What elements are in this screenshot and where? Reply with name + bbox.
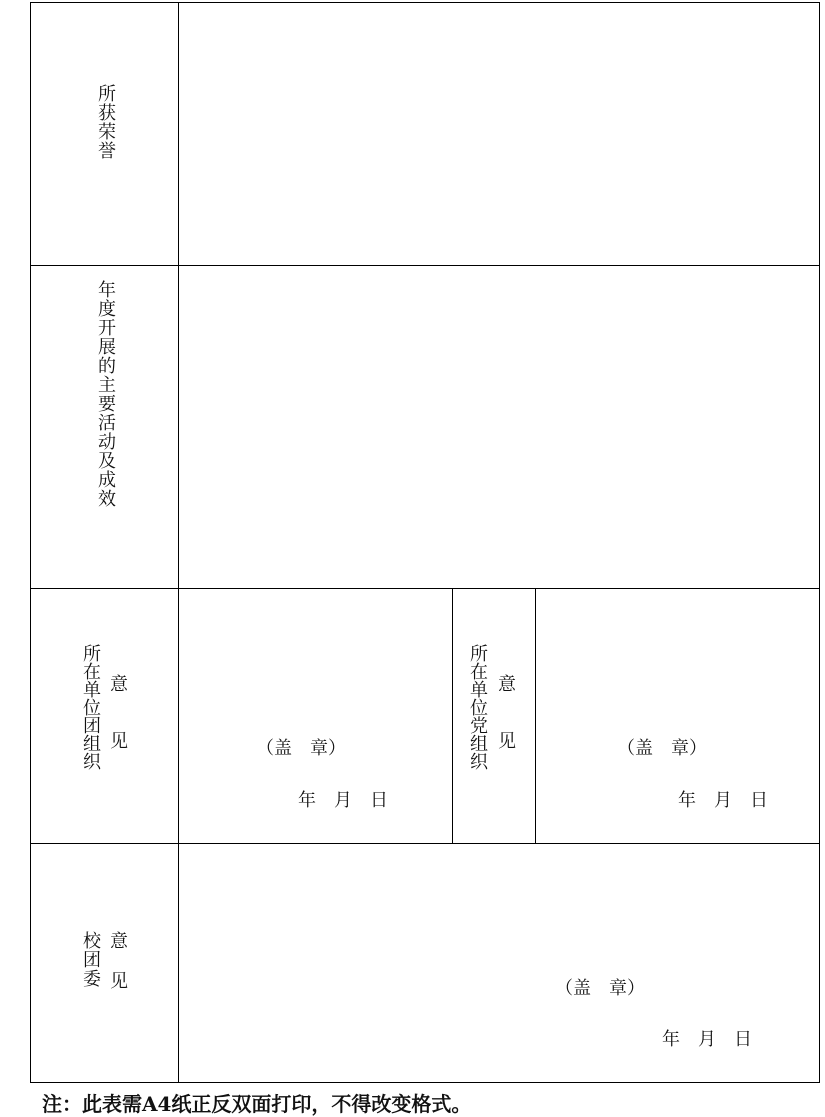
annual-activities-label: 年度开展的主要活动及成效 xyxy=(95,280,116,508)
honors-content-area[interactable] xyxy=(179,3,819,265)
unit-league-date-text: 年 月 日 xyxy=(298,790,388,811)
table-border-left xyxy=(30,2,31,1083)
school-league-stamp-text: （盖 章） xyxy=(555,978,645,999)
table-border-right xyxy=(819,2,820,1083)
opinion-divider-left xyxy=(452,588,453,843)
unit-party-org-label: 所在单位党组织 xyxy=(467,644,488,770)
table-border-bottom xyxy=(30,1082,820,1083)
school-league-committee-label: 校团委 xyxy=(80,931,101,988)
unit-league-stamp-text: （盖 章） xyxy=(256,738,346,759)
unit-league-org-label: 所在单位团组织 xyxy=(80,644,101,770)
annual-activities-content-area[interactable] xyxy=(179,266,819,588)
unit-party-opinion-label: 意见 xyxy=(495,674,516,788)
honors-label: 所获荣誉 xyxy=(95,84,116,160)
unit-league-opinion-label: 意见 xyxy=(107,674,128,788)
school-league-opinion-label: 意见 xyxy=(107,931,128,1011)
unit-party-date-text: 年 月 日 xyxy=(678,790,768,811)
unit-party-stamp-text: （盖 章） xyxy=(617,738,707,759)
school-league-date-text: 年 月 日 xyxy=(662,1029,752,1050)
footer-note: 注：此表需A4纸正反双面打印，不得改变格式。 xyxy=(42,1092,472,1116)
